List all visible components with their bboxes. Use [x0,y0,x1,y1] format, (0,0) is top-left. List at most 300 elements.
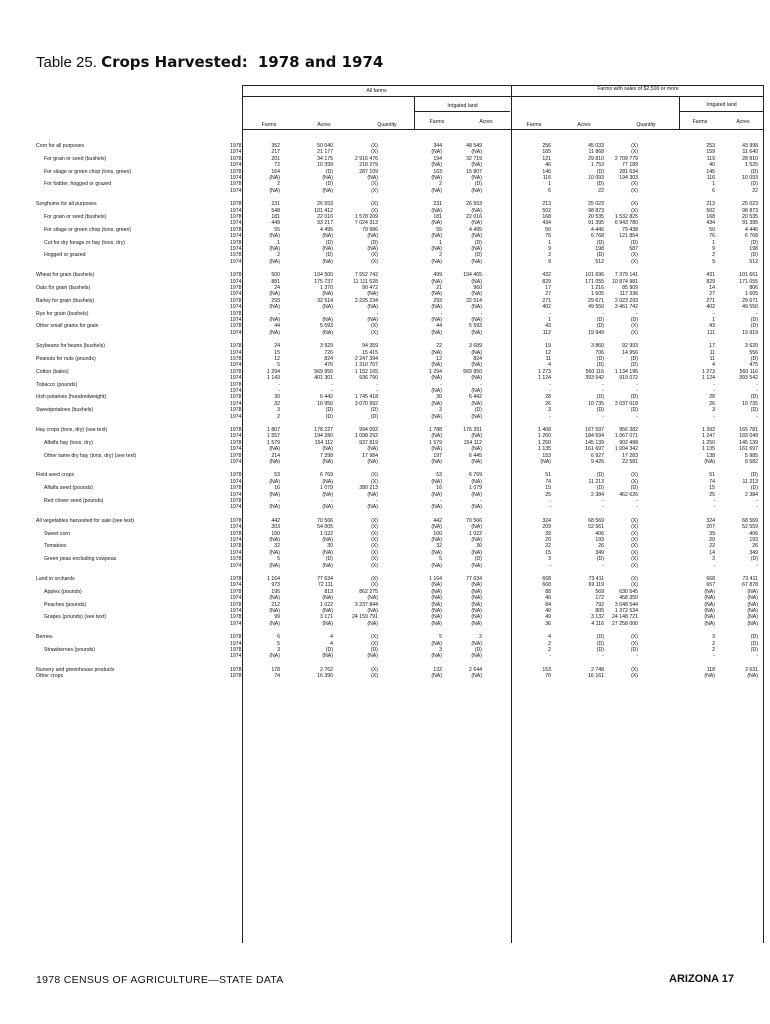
row-label: Cotton (bales) [36,368,69,375]
cell-value: 98 873 [742,207,758,214]
cell-value: 2 384 [745,491,758,498]
row-year: 1978 [230,394,242,401]
cell-value: 17 283 [622,452,638,459]
cell-value: (X) [631,666,638,673]
cell-value: 500 [271,272,280,279]
col-farms-2: Farms [429,119,445,125]
cell-value: 100 [433,530,442,537]
cell-value: (D) [596,485,604,492]
cell-value: 1 273 [538,368,551,375]
cell-value: (NA) [471,614,482,621]
cell-value: (NA) [431,595,442,602]
row-year: 1978 [230,168,242,175]
cell-value: (NA) [471,446,482,453]
cell-value: 9 [712,258,715,265]
cell-value: (X) [631,562,638,569]
cell-value: 6 445 [469,452,482,459]
cell-value: (NA) [431,640,442,647]
cell-value: 27 258 000 [612,620,638,627]
cell-value: (NA) [322,549,333,556]
row-label: Other tame dry hay (tons, dry) (see text) [44,452,137,459]
cell-value: (NA) [431,258,442,265]
cell-value: (X) [631,187,638,194]
cell-value: (NA) [269,595,280,602]
cell-value: (NA) [471,233,482,240]
cell-value: 1 578 209 [354,214,378,220]
cell-value: 1 [439,239,442,246]
cell-value: (X) [371,181,378,188]
cell-value: (NA) [471,388,482,394]
cell-value: (NA) [269,608,280,614]
cell-value: 70 566 [317,517,333,524]
cell-value: 22 016 [317,214,333,220]
cell-value: (X) [371,258,378,265]
cell-value: 458 350 [619,595,638,602]
cell-value: (NA) [431,291,442,298]
cell-value: 171 055 [739,278,758,285]
cell-value: - [713,504,715,511]
cell-value: 1 605 [591,291,604,298]
cell-value: (X) [631,537,638,543]
cell-value: 1 079 [469,485,482,492]
cell-value: (NA) [322,653,333,660]
cell-value: 14 [709,549,715,556]
row-label: Peaches (pounds) [44,601,87,608]
cell-value: (D) [596,394,604,401]
cell-value: - [278,381,280,388]
cell-value: 28 [545,394,551,401]
row-year: 1978 [230,543,242,550]
cell-value: (NA) [269,504,280,511]
cell-value: (NA) [269,291,280,298]
cell-value: 22 [545,543,551,550]
cell-value: (NA) [471,595,482,602]
row-label: Alfalfa seed (pounds) [44,485,94,492]
cell-value: 25 023 [588,201,604,208]
cell-value: 1 310 707 [354,362,378,369]
cell-value: 26 553 [466,201,482,208]
cell-value: (D) [370,239,378,246]
cell-value: 1 370 [320,285,333,291]
cell-value: 40 [709,162,715,169]
cell-value: (NA) [322,491,333,498]
row-year: 1974 [230,388,242,394]
cell-value: (X) [631,640,638,647]
row-label: For silage or green chop (tons, green) [44,168,132,175]
cell-value: 184 594 [585,433,604,440]
cell-value: 6 442 [320,394,333,401]
cell-value: 1 532 825 [614,214,638,220]
cell-value: 26 [709,400,715,407]
cell-value: (NA) [367,491,378,498]
cell-value: (D) [596,556,604,563]
cell-value: (D) [750,394,758,401]
cell-value: 6 927 [591,452,604,459]
cell-value: 231 [271,201,280,208]
row-year: 1978 [230,556,242,563]
row-year: 1978 [230,181,242,188]
cell-value: 668 [542,582,551,589]
cell-value: 12 [545,349,551,356]
cell-value: (NA) [471,413,482,420]
cell-value: (D) [750,647,758,653]
cell-value: 85 909 [622,285,638,291]
cell-value: 121 854 [619,233,638,240]
irrigated-rule-mid-2 [679,111,763,112]
cell-value: (NA) [471,278,482,285]
cell-value: 214 [271,452,280,459]
cell-value: (NA) [269,175,280,181]
cell-value: 119 [706,155,715,162]
cell-value: (D) [370,407,378,414]
cell-value: 393 542 [739,375,758,382]
row-year: 1974 [230,478,242,485]
cell-value: (D) [325,181,333,188]
cell-value: 6 769 [469,472,482,479]
row-label: Cut for dry forage or hay (tons, dry) [44,239,126,246]
cell-value: 30 [327,543,333,550]
cell-value: 15 [545,485,551,492]
cell-value: (NA) [471,478,482,485]
cell-value: 3 [277,647,280,653]
cell-value: 2 [479,634,482,641]
cell-value: 936 790 [359,375,378,382]
cell-value: (NA) [322,291,333,298]
cell-value: 22 [436,343,442,350]
cell-value: 46 [545,162,551,169]
cell-value: (X) [371,673,378,680]
cell-value: 5 [439,634,442,641]
cell-value: 154 112 [463,439,482,446]
cell-value: - [549,498,551,504]
cell-value: (NA) [322,329,333,336]
cell-value: 476 [324,362,333,369]
cell-value: - [376,498,378,504]
cell-value: 88 [545,588,551,595]
cell-value: 862 275 [359,588,378,595]
cell-value: 72 [274,162,280,169]
cell-value: - [636,381,638,388]
row-year: 1978 [230,368,242,375]
cell-value: (NA) [269,459,280,465]
cell-value: (NA) [269,304,280,311]
cell-value: (NA) [471,562,482,569]
cell-value: 9 [548,258,551,265]
cell-value: 324 [706,517,715,524]
cell-value: - [440,381,442,388]
cell-value: - [549,413,551,420]
cell-value: (D) [325,407,333,414]
cell-value: 34 175 [317,155,333,162]
cell-value: 12 [274,356,280,362]
cell-value: (X) [371,640,378,647]
row-label: For fodder, hogged or grazed [44,181,112,188]
cell-value: 499 [433,272,442,279]
cell-value: 3 048 544 [614,601,638,608]
col-acres-3: Acres [577,122,591,128]
cell-value: 22 581 [622,459,638,465]
cell-value: 824 [324,356,333,362]
cell-value: 24 159 791 [352,614,378,621]
row-label: Field seed crops [36,472,75,479]
cell-value: (D) [474,407,482,414]
cell-value: - [602,498,604,504]
row-year: 1974 [230,400,242,407]
cell-value: (NA) [269,562,280,569]
cell-value: (NA) [431,413,442,420]
cell-value: 1 124 [538,375,551,382]
row-year: 1974 [230,278,242,285]
cell-value: (NA) [269,620,280,627]
cell-value: 4 446 [591,226,604,233]
cell-value: (D) [474,647,482,653]
cell-value: - [713,413,715,420]
row-year: 1974 [230,504,242,511]
cell-value: 5 [277,556,280,563]
cell-value: (NA) [747,673,758,680]
cell-value: 194 [433,155,442,162]
cell-value: (NA) [431,524,442,531]
cell-value: 1 [548,317,551,323]
cell-value: (NA) [322,478,333,485]
row-year: 1978 [230,272,242,279]
cell-value: 1 152 165 [354,368,378,375]
cell-value: (NA) [367,504,378,511]
cell-value: (NA) [471,375,482,382]
cell-value: - [549,310,551,317]
cell-value: (D) [325,168,333,175]
cell-value: (D) [596,634,604,641]
cell-value: 3 [548,556,551,563]
cell-value: (X) [631,478,638,485]
row-year: 1974 [230,187,242,194]
cell-value: (X) [631,201,638,208]
cell-value: (NA) [322,187,333,194]
cell-value: - [636,388,638,394]
cell-value: 16 390 [317,673,333,680]
cell-value: 344 [433,143,442,149]
cell-value: - [756,562,758,569]
cell-value: 1 [277,239,280,246]
cell-value: 3 929 [320,343,333,350]
cell-value: (NA) [322,504,333,511]
cell-value: (X) [631,252,638,259]
cell-value: (X) [631,149,638,156]
cell-value: 39 [545,530,551,537]
cell-value: 44 [436,323,442,330]
cell-value: 32 [274,543,280,550]
cell-value: 29 810 [588,155,604,162]
header-rule-group [242,96,764,97]
cell-value: 1 372 534 [614,608,638,614]
cell-value: (NA) [269,246,280,252]
cell-value: 3 620 [745,343,758,350]
cell-value: 1 124 [702,375,715,382]
cell-value: 548 [271,207,280,214]
cell-value: 402 [706,304,715,311]
cell-value: 111 [707,329,715,336]
cell-value: - [602,653,604,660]
cell-value: - [756,504,758,511]
cell-value: 213 [542,201,551,208]
cell-value: (D) [750,239,758,246]
cell-value: 194 303 [619,175,638,181]
cell-value: 3 [712,556,715,563]
col-acres-4: Acres [736,119,750,125]
cell-value: 2 [548,640,551,647]
cell-value: 2 [712,252,715,259]
row-year: 1974 [230,620,242,627]
cell-value: 121 [542,155,551,162]
cell-value: (X) [631,143,638,149]
cell-value: (NA) [431,491,442,498]
cell-value: (NA) [471,549,482,556]
cell-value: 3 [439,647,442,653]
cell-value: - [713,388,715,394]
cell-value: (NA) [471,291,482,298]
cell-value: 726 [324,349,333,356]
cell-value: 20 535 [588,214,604,220]
cell-value: 15 [274,349,280,356]
cell-value: 1 294 [267,368,280,375]
row-year: 1974 [230,413,242,420]
cell-value: 49 [545,614,551,621]
cell-value: (D) [325,239,333,246]
cell-value: 24 [274,343,280,350]
cell-value: (NA) [322,446,333,453]
cell-value: 44 [274,323,280,330]
cell-value: (X) [371,201,378,208]
cell-value: (NA) [269,537,280,543]
row-year: 1974 [230,524,242,531]
row-year: 1978 [230,252,242,259]
cell-value: 178 [271,666,280,673]
cell-value: 30 [436,394,442,401]
row-label: Nursery and greenhouse products [36,666,115,673]
cell-value: 16 [436,485,442,492]
row-year: 1978 [230,407,242,414]
cell-value: (NA) [322,620,333,627]
cell-value: 4 495 [320,226,333,233]
cell-value: 145 [706,168,715,175]
cell-value: 193 [749,537,758,543]
cell-value: 22 [709,543,715,550]
cell-value: - [756,498,758,504]
cell-value: 79 438 [622,226,638,233]
cell-value: - [549,381,551,388]
cell-value: (NA) [269,258,280,265]
cell-value: (NA) [367,175,378,181]
cell-value: 11 640 [742,149,758,156]
cell-value: 91 395 [742,220,758,227]
row-label: Other crops [36,673,64,680]
cell-value: 20 535 [742,214,758,220]
cell-value: 17 984 [362,452,378,459]
cell-value: 349 [595,549,604,556]
cell-value: 560 116 [739,368,758,375]
cell-value: 101 661 [739,272,758,279]
cell-value: 1 135 [702,446,715,453]
cell-value: 104 465 [463,272,482,279]
cell-value: 193 [595,537,604,543]
cell-value: 2 [439,252,442,259]
cell-value: (NA) [431,433,442,440]
cell-value: (NA) [471,582,482,589]
header-rule-bottom [242,129,764,130]
cell-value: (NA) [471,258,482,265]
cell-value: 1 216 [591,285,604,291]
cell-value: 138 [706,452,715,459]
cell-value: 431 [706,272,715,279]
cell-value: 51 [709,472,715,479]
cell-value: 281 634 [619,168,638,175]
cell-value: 16 161 [588,673,604,680]
cell-value: 3 [712,407,715,414]
cell-value: 4 [548,634,551,641]
row-year: 1974 [230,608,242,614]
cell-value: 30 [274,394,280,401]
row-year: 1978 [230,517,242,524]
cell-value: 3 [439,407,442,414]
cell-value: 1 098 292 [354,433,378,440]
cell-value: (X) [631,549,638,556]
cell-value: (NA) [471,640,482,647]
cell-value: 2 916 476 [354,155,378,162]
cell-value: 49 550 [588,304,604,311]
cell-value: 49 550 [742,304,758,311]
cell-value: 11 [545,356,551,362]
cell-value: (NA) [704,673,715,680]
cell-value: (D) [370,413,378,420]
cell-value: 10 093 [588,175,604,181]
cell-value: - [331,310,333,317]
row-label: Grapes (pounds) (see text) [44,614,106,621]
row-year: 1978 [230,498,242,504]
cell-value: - [549,388,551,394]
cell-value: 11 213 [742,478,758,485]
cell-value: 3 860 [591,343,604,350]
row-year: 1978 [230,427,242,433]
cell-value: (D) [596,356,604,362]
row-label: Tobacco (pounds) [36,381,78,388]
cell-value: 168 [706,214,715,220]
cell-value: 253 [706,143,715,149]
table-title [36,53,383,71]
cell-value: 16 [274,485,280,492]
cell-value: - [480,310,482,317]
cell-value: (NA) [269,478,280,485]
cell-value: 569 [595,588,604,595]
cell-value: 213 [706,201,715,208]
cell-value: 15 [545,549,551,556]
cell-value: 24 [274,285,280,291]
cell-value: 217 [271,149,280,156]
cell-value: 73 411 [742,576,758,582]
cell-value: 1 294 [429,368,442,375]
row-year: 1974 [230,491,242,498]
cell-value: 1 408 [538,427,551,433]
cell-value: (NA) [431,608,442,614]
row-year: 1974 [230,537,242,543]
cell-value: 442 [271,517,280,524]
cell-value: 198 [595,246,604,252]
cell-value: 2 [548,252,551,259]
cell-value: (NA) [431,207,442,214]
cell-value: (X) [371,472,378,479]
cell-value: 956 382 [619,427,638,433]
cell-value: 55 [436,226,442,233]
cell-value: 7 398 [320,452,333,459]
